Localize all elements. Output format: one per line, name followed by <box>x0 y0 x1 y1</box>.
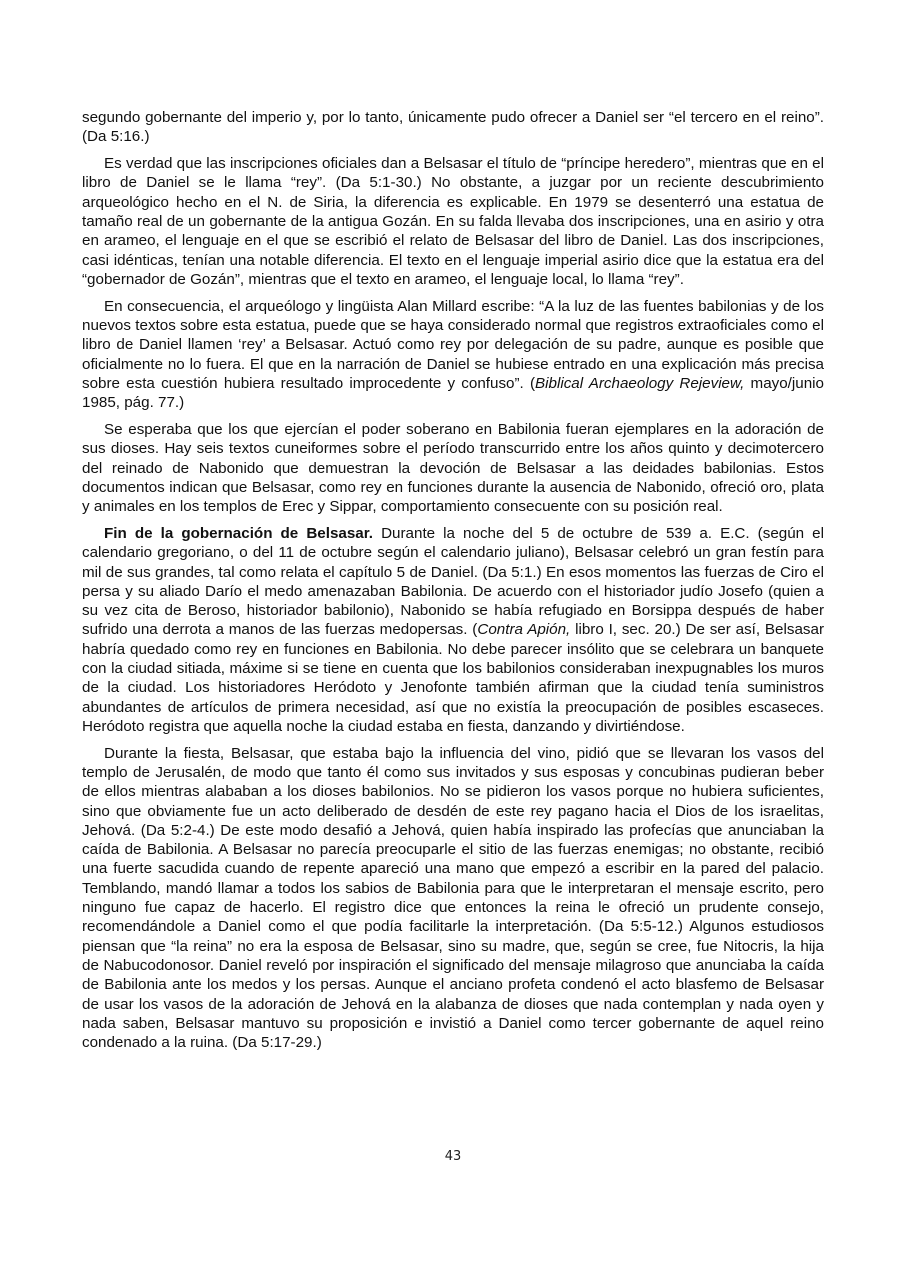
source-title: Biblical Archaeology Rejeview, <box>535 374 745 392</box>
paragraph-titles: Es verdad que las inscripciones oficiales dan a Belsasar el título de “príncipe heredero”, mientras que en el libro de Daniel se le llama “rey”. (Da 5:1-30.) No obstante, a juzgar por un reciente descubrimiento arqueológico hecho en el N. de Siria, la diferencia es explicable. En 1979 se desenterró una estatua de tamaño real de un gobernante de la antigua Gozán. En su falda llevaba dos inscripciones, una en asirio y otra en arameo, el lenguaje en el que se escribió el relato de Belsasar del libro de Daniel. Las dos inscripciones, casi idénticas, tenían una notable diferencia. El texto en el lenguaje imperial asirio dice que la estatua era del “gobernador de Gozán”, mientras que el texto en arameo, el lenguaje local, lo llama “rey”. <box>82 155 824 288</box>
paragraph-feast: Durante la fiesta, Belsasar, que estaba bajo la influencia del vino, pidió que se llevaran los vasos del templo de Jerusalén, de modo que tanto él como sus invitados y sus esposas y concubinas pudieran beber de ellos mientras alababan a los dioses babilonios. No se pidieron los vasos porque no hubiera suficientes, sino que obviamente fue un acto deliberado de desdén de este rey pagano hacia el Dios de los israelitas, Jehová. (Da 5:2-4.) De este modo desafió a Jehová, quien había inspirado las profecías que anunciaban la caída de Babilonia. A Belsasar no parecía preocuparle el sitio de las fuerzas enemigas; no obstante, recibió una fuerte sacudida cuando de repente apareció una mano que empezó a escribir en la pared del palacio. Temblando, mandó llamar a todos los sabios de Babilonia para que le interpretaran el mensaje escrito, pero ninguno fue capaz de hacerlo. El registro dice que entonces la reina le ofreció un prudente consejo, recomendándole a Daniel como el que podía facilitarle la interpretación. (Da 5:5-12.) Algunos estudiosos piensan que “la reina” no era la esposa de Belsasar, sino su madre, que, según se cree, fue Nitocris, la hija de Nabucodonosor. Daniel reveló por inspiración el significado del mensaje milagroso que anunciaba la caída de Babilonia ante los medos y los persas. Aunque el anciano profeta condenó el acto blasfemo de Belsasar de usar los vasos de la adoración de Jehová en la alabanza de dioses que nada contemplan y nada oyen y nada saben, Belsasar mantuvo su proposición e invistió a Daniel como tercer gobernante de aquel reino condenado a la ruina. (Da 5:17-29.) <box>82 744 824 1052</box>
paragraph-end-of-rule <box>82 524 824 736</box>
paragraph-devotion: Se esperaba que los que ejercían el poder soberano en Babilonia fueran ejemplares en la adoración de sus dioses. Hay seis textos cuneiformes sobre el período transcurrido entre los años quinto y decimotercero del reinado de Nabonido que demuestran la devoción de Belsasar a las deidades babilonias. Estos documentos indican que Belsasar, como rey en funciones durante la ausencia de Nabonido, ofreció oro, plata y animales en los templos de Erec y Sippar, comportamiento consecuente con su posición real. <box>82 420 824 516</box>
document-body <box>82 108 824 1060</box>
source-date: mayo/junio 1985, pág. 77.) <box>82 374 824 412</box>
quote-text: En consecuencia, el arqueólogo y lingüista Alan Millard escribe: “A la luz de las fuentes babilonias y de los nuevos textos sobre esta estatua, puede que se haya considerado normal que registros extraoficiales como el libro de Daniel llamen ‘rey’ a Belsasar. Actuó como rey por delegación de su padre, aunque es posible que oficialmente no lo fuera. El que en la narración de Daniel se hubiese entrado en una explicación más precisa sobre esta cuestión hubiera resultado improcedente y confuso”. ( <box>82 297 824 392</box>
paragraph-continuation: segundo gobernante del imperio y, por lo tanto, únicamente pudo ofrecer a Daniel ser “el tercero en el reino”. (Da 5:16.) <box>82 109 824 146</box>
section-heading: Fin de la gobernación de Belsasar. <box>104 524 374 542</box>
page-number: 43 <box>444 1149 462 1164</box>
source-title: Contra Apión, <box>477 621 571 639</box>
paragraph-millard-quote <box>82 297 824 413</box>
section-text: Durante la noche del 5 de octubre de 539 a. E.C. (según el calendario gregoriano, o del 11 de octubre según el calendario juliano), Belsasar celebró un gran festín para mil de sus grandes, tal como relata el capítulo 5 de Daniel. (Da 5:1.) En esos momentos las fuerzas de Ciro el persa y su aliado Darío el medo amenazaban Babilonia. De acuerdo con el historiador judío Josefo (quien a su vez cita de Beroso, historiador babilonio), Nabonido se había refugiado en Borsippa después de haber sufrido una derrota a manos de las fuerzas medopersas. ( <box>82 524 824 639</box>
section-text-continued: libro I, sec. 20.) De ser así, Belsasar habría quedado como rey en funciones en Babilonia. No debe parecer insólito que se celebrara un banquete con la ciudad sitiada, máxime si se tiene en cuenta que los babilonios consideraban inexpugnables los muros de la ciudad. Los historiadores Heródoto y Jenofonte también afirman que la ciudad tenía suministros abundantes de artículos de primera necesidad, así que no existía la preocupación de posibles escaseces. Heródoto registra que aquella noche la ciudad estaba en fiesta, danzando y divirtiéndose. <box>82 621 825 735</box>
